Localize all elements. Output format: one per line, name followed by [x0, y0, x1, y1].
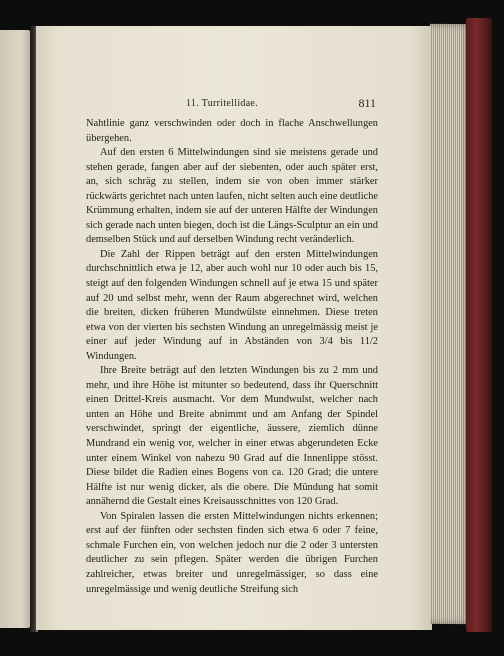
facing-page-edge: [0, 30, 30, 628]
running-head: [86, 96, 376, 112]
book-cover-edge: [466, 18, 492, 632]
paragraph: Nahtlinie ganz verschwinden oder doch in flache Anschwellungen übergehen.: [86, 118, 378, 144]
paragraph: Auf den ersten 6 Mittelwindungen sind sie meistens gerade und stehen gerade, fangen aber auf der siebenten, oder auch später erst, an, sich schräg zu stellen, indem sie von oben immer stärker rückwärts gerichtet nach unten laufen, nicht selten auch eine deutliche Krümmung erhalten, indem sie auf der unteren Hälfte der Windungen sich gerade nach unten biegen, doch ist die Längs-Sculptur an ein und demselben Stück und auf derselben Windung recht veränderlich.: [86, 147, 378, 246]
paragraph: Von Spiralen lassen die ersten Mittelwindungen nichts erkennen; erst auf der fünften oder sechsten finden sich etwa 6 oder 7 feine, schmale Furchen ein, von welchen jedoch nur die 2 oder 3 untersten deutlicher zu sein pflegen. Später werden die übrigen Furchen zahlreicher, etwas breiter und unregelmässiger, so dass eine unregelmässige und wenig deutliche Streifung sich: [86, 510, 378, 595]
body-text: [86, 117, 378, 597]
paragraph: Ihre Breite beträgt auf den letzten Windungen bis zu 2 mm und mehr, und ihre Höhe ist mitunter so bedeutend, dass ihr Querschnitt einen Drittel-Kreis ausmacht. Vor dem Mundwulst, welcher nach unten an Höhe und Breite abnimmt und am Anfang der Spindel verschwindet, springt der eigentliche, äussere, ziemlich dünne Mundrand ein wenig vor, welcher in einer etwas abgerundeten Ecke unter einem Winkel von nahezu 90 Grad auf die Innenlippe stösst. Diese bildet die Radien eines Bogens von ca. 120 Grad; die untere Hälfte ist nur wenig dicker, als die obere. Die Mündung hat somit annähernd die Gestalt eines Kreisausschnittes von 120 Grad.: [86, 365, 378, 508]
page-number: 811: [358, 96, 376, 110]
running-title: 11. Turritellidae.: [186, 98, 258, 109]
paragraph: Die Zahl der Rippen beträgt auf den ersten Mittelwindungen durchschnittlich etwa je 12, aber auch wohl nur 10 oder auch bis 15, steigt auf den folgenden Windungen schnell auf je etwa 15 und später auf 20 und selbst mehr, wenn der Raum abgerechnet wird, welchen die breiten, dicken früheren Mundwülste einnehmen. Diese treten etwa von der vierten bis sechsten Windung an unregelmässig meist je einer auf jeder Windung auf in Abständen von 3/4 bis 11/2 Windungen.: [86, 248, 378, 362]
